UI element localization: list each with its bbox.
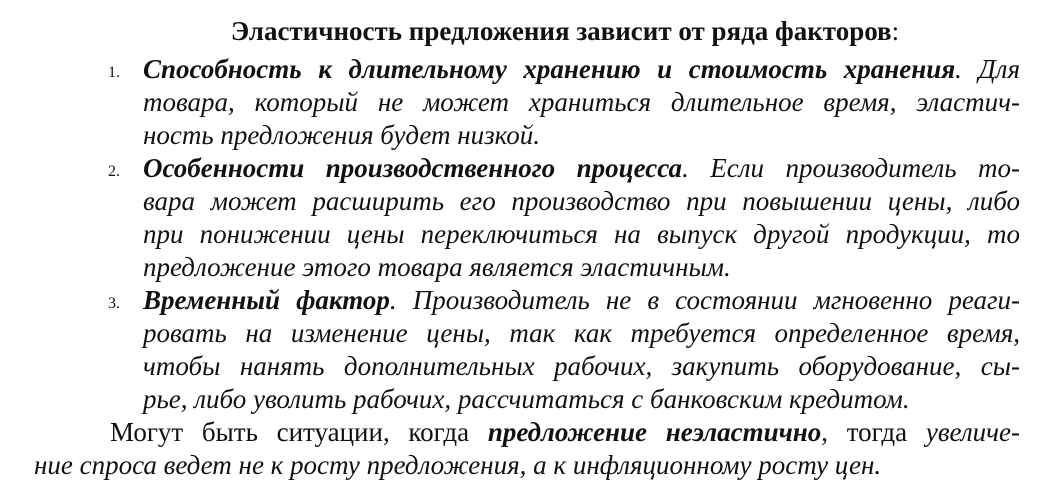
list-item-2-line-4: предложение этого товара является эластичным. (143, 252, 731, 282)
closing-line-2: ние спроса ведет не к росту предложения, а к инфляционному росту цен. (34, 450, 882, 480)
heading-text: Эластичность предложения зависит от ряда факторов (230, 16, 892, 46)
heading-colon: : (891, 16, 900, 46)
list-item-3-line-3: чтобы нанять дополнительных рабочих, закупить оборудование, сы- (143, 351, 1020, 381)
list-item-1-title: Способность к длительному хранению и стоимость хранения (143, 54, 956, 84)
closing-emphasis: предложение неэластично (487, 417, 822, 447)
closing-line-1 (110, 416, 1020, 449)
list-item-3-line-4: рье, либо уволить рабочих, рассчитаться с банковским кредитом. (143, 384, 910, 414)
list-item-1-line-3: ность предложения будет низкой. (143, 120, 541, 150)
list-number-1: 1. (108, 64, 120, 81)
section-heading (0, 14, 1055, 48)
list-item-2-title: Особенности производственного процесса (143, 153, 683, 183)
list-item-1-line-2: товара, который не может храниться длительное время, эластич- (143, 87, 1020, 117)
closing-tail: увеличе- (925, 417, 1020, 447)
list-number-2: 2. (108, 163, 120, 180)
closing-mid: , тогда (821, 417, 926, 447)
list-item-1-line-1: Способность к длительному хранению и стоимость хранения. Для (143, 54, 1020, 84)
list-number-3: 3. (108, 295, 120, 312)
list-item-2-line-3: при понижении цены переключиться на выпуск другой продукции, то (143, 219, 1020, 249)
list-item-2-line-2: вара может расширить его производство при повышении цены, либо (143, 186, 1020, 216)
list-item-2-line-1: Особенности производственного процесса. Если производитель то- (143, 153, 1021, 183)
list-item-3-line-1: Временный фактор. Производитель не в состоянии мгновенно реаги- (143, 285, 1020, 315)
closing-lead: Могут быть ситуации, когда (110, 417, 488, 447)
list-item-3-line-2: ровать на изменение цены, так как требуется определенное время, (143, 318, 1020, 348)
list-item-3-title: Временный фактор (143, 285, 390, 315)
